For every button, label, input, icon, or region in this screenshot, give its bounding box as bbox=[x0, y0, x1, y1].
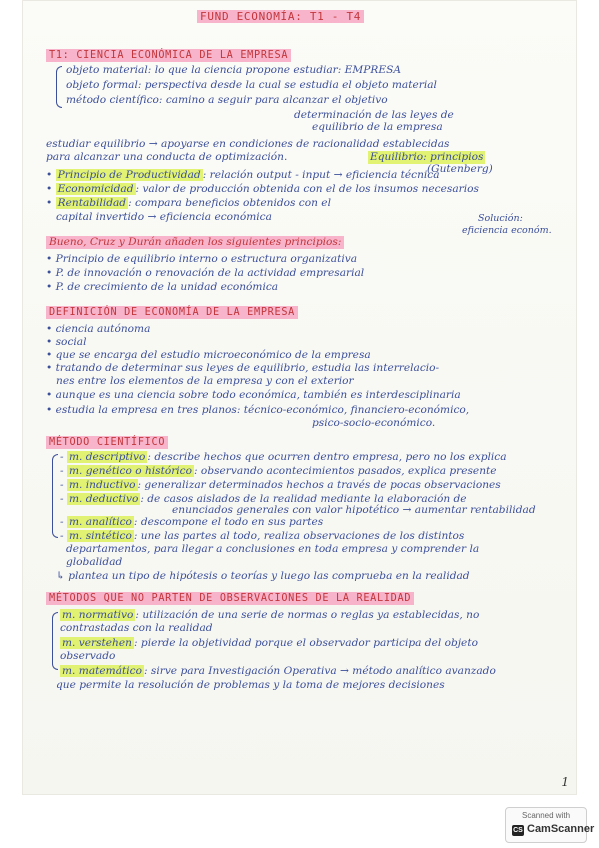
list-item: • tratando de determinar sus leyes de equilibrio, estudia las interrelacio- bbox=[46, 362, 440, 374]
list-item-continuation: psico-socio-económico. bbox=[312, 417, 436, 429]
highlight-term: m. analítico bbox=[68, 516, 132, 528]
highlight-term: Rentabilidad bbox=[57, 197, 127, 209]
section-heading-definicion: DEFINICIÓN DE ECONOMÍA DE LA EMPRESA bbox=[46, 306, 298, 319]
list-item-continuation: departamentos, para llegar a conclusiones en toda empresa y comprender la bbox=[66, 543, 480, 555]
highlight-term: m. inductivo bbox=[68, 479, 136, 491]
list-item-continuation: enunciados generales con valor hipotético → aumentar rentabilidad bbox=[172, 504, 536, 516]
list-item: • social bbox=[46, 336, 87, 348]
list-item-continuation: contrastadas con la realidad bbox=[60, 622, 213, 634]
section-heading-principios: Bueno, Cruz y Durán añaden los siguientes principios: bbox=[46, 236, 344, 249]
list-item: • aunque es una ciencia sobre todo económica, también es interdesciplinaria bbox=[46, 389, 461, 401]
page-number: 1 bbox=[561, 775, 569, 789]
highlight-term: m. sintético bbox=[68, 530, 132, 542]
highlight-term: m. normativo bbox=[62, 609, 134, 621]
highlight-term: Economicidad bbox=[57, 183, 134, 195]
list-item: - m. genético o histórico : observando acontecimientos pasados, explica presente bbox=[60, 465, 497, 477]
bracket bbox=[52, 612, 58, 670]
bullet-metodo-cientifico: método científico: camino a seguir para alcanzar el objetivo bbox=[66, 94, 388, 106]
list-item: - m. sintético : une las partes al todo, realiza observaciones de los distintos bbox=[60, 530, 465, 542]
section-heading-metodo-cientifico: MÉTODO CIENTÍFICO bbox=[46, 436, 168, 449]
bullet-objeto-formal: objeto formal: perspectiva desde la cual se estudia el objeto material bbox=[66, 79, 437, 91]
list-item: m. verstehen : pierde la objetividad porque el observador participa del objeto bbox=[62, 637, 478, 649]
list-item: - m. descriptivo : describe hechos que ocurren dentro empresa, pero no los explica bbox=[60, 451, 507, 463]
notebook-page bbox=[22, 0, 577, 795]
section-heading-t1: T1: CIENCIA ECONÓMICA DE LA EMPRESA bbox=[46, 49, 291, 62]
note-line: determinación de las leyes de bbox=[294, 109, 454, 121]
list-item-continuation: nes entre los elementos de la empresa y con el exterior bbox=[56, 375, 354, 387]
highlight-term: m. deductivo bbox=[68, 493, 139, 505]
list-item: • estudia la empresa en tres planos: técnico-económico, financiero-económico, bbox=[46, 404, 470, 416]
list-item: • P. de innovación o renovación de la actividad empresarial bbox=[46, 267, 365, 279]
watermark-caption: Scanned with bbox=[521, 811, 571, 820]
note-solucion: eficiencia económ. bbox=[462, 225, 552, 236]
highlight-equilibrio: Equilibrio: principios bbox=[370, 151, 484, 163]
list-item: m. matemático : sirve para Investigación Operativa → método analítico avanzado bbox=[62, 665, 496, 677]
bracket bbox=[56, 66, 62, 108]
page-title: FUND ECONOMÍA: T1 - T4 bbox=[197, 10, 364, 23]
list-item: • Principio de Productividad : relación output - input → eficiencia técnica bbox=[46, 169, 440, 181]
list-item: • Economicidad : valor de producción obtenida con el de los insumos necesarios bbox=[46, 183, 479, 195]
list-item: m. normativo : utilización de una serie de normas o reglas ya establecidas, no bbox=[62, 609, 480, 621]
highlight-term: m. matemático bbox=[62, 665, 142, 677]
list-item: - m. deductivo : de casos aislados de la realidad mediante la elaboración de bbox=[60, 493, 467, 505]
list-item: • que se encarga del estudio microeconómico de la empresa bbox=[46, 349, 371, 361]
bracket bbox=[52, 454, 58, 538]
paragraph-line: para alcanzar una conducta de optimización. bbox=[46, 151, 288, 163]
camscanner-watermark bbox=[505, 807, 595, 843]
camscanner-logo-icon: CS bbox=[513, 827, 523, 834]
list-item: • Rentabilidad : compara beneficios obtenidos con el bbox=[46, 197, 331, 209]
note-solucion: Solución: bbox=[478, 213, 523, 224]
conclusion-line: ↳ plantea un tipo de hipótesis o teorías y luego las comprueba en la realidad bbox=[56, 570, 470, 582]
highlight-term: m. descriptivo bbox=[68, 451, 146, 463]
bullet-objeto-material: objeto material: lo que la ciencia propone estudiar: EMPRESA bbox=[66, 64, 402, 76]
highlight-term: m. genético o histórico bbox=[68, 465, 192, 477]
highlight-term: Principio de Productividad bbox=[57, 169, 201, 181]
list-item-continuation: capital invertido → eficiencia económica bbox=[56, 211, 272, 223]
paragraph-line: estudiar equilibrio → apoyarse en condiciones de racionalidad establecidas bbox=[46, 138, 450, 150]
section-heading-metodos-no-observacion: MÉTODOS QUE NO PARTEN DE OBSERVACIONES DE LA REALIDAD bbox=[46, 592, 414, 605]
list-item: • P. de crecimiento de la unidad económica bbox=[46, 281, 279, 293]
list-item: • Principio de equilibrio interno o estructura organizativa bbox=[46, 253, 358, 265]
highlight-term: m. verstehen bbox=[62, 637, 132, 649]
note-line: equilibrio de la empresa bbox=[312, 121, 443, 133]
note-gutenberg: (Gutenberg) bbox=[427, 163, 493, 175]
list-item-continuation: que permite la resolución de problemas y la toma de mejores decisiones bbox=[56, 679, 445, 691]
list-item: • ciencia autónoma bbox=[46, 323, 151, 335]
list-item-continuation: observado bbox=[60, 650, 116, 662]
list-item-continuation: globalidad bbox=[66, 556, 123, 568]
list-item: - m. inductivo : generalizar determinados hechos a través de pocas observaciones bbox=[60, 479, 501, 491]
list-item: - m. analítico : descompone el todo en sus partes bbox=[60, 516, 324, 528]
watermark-brand: CamScanner bbox=[527, 823, 595, 835]
